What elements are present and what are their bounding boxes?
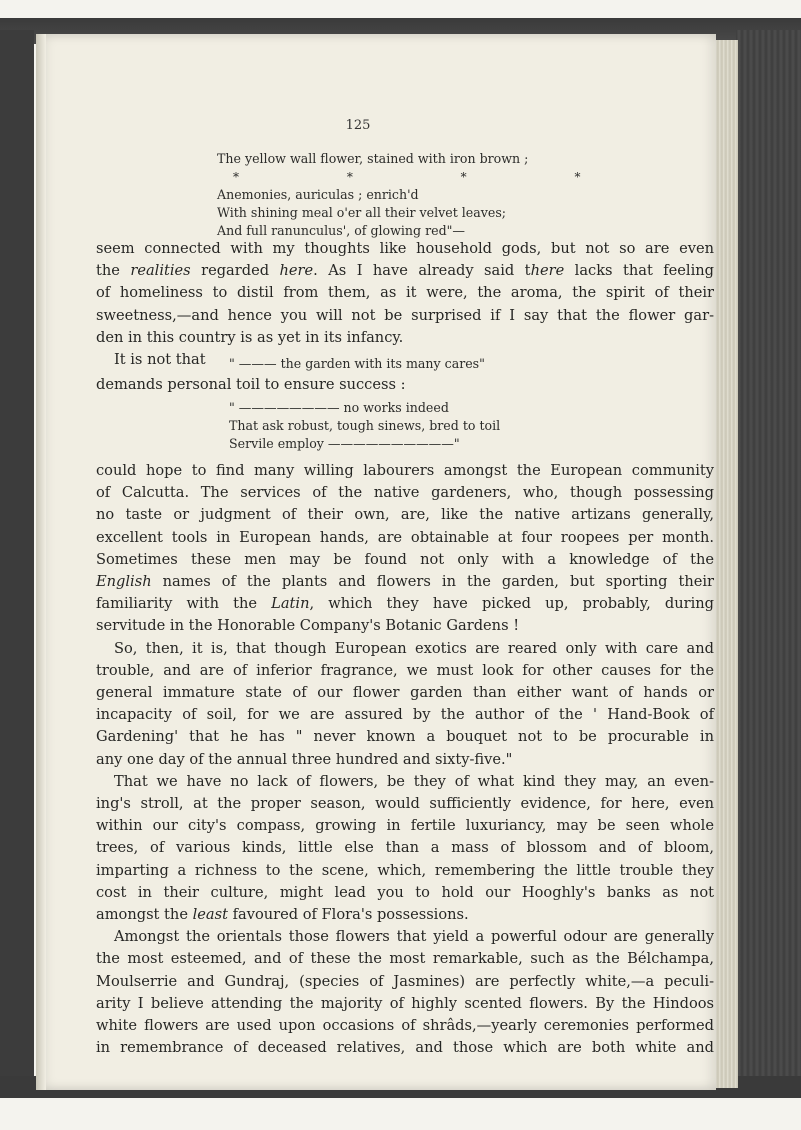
text-line: So, then, it is, that though European exotics are reared only with care and bbox=[114, 639, 714, 657]
quote-2 bbox=[229, 399, 500, 453]
text-line: of homeliness to distil from them, as it were, the aroma, the spirit of their bbox=[96, 284, 714, 302]
text-line: incapacity of soil, for we are assured by the author of the ' Hand-Book of bbox=[96, 706, 714, 724]
page-gutter bbox=[36, 34, 46, 1090]
quote-1: " ——— the garden with its many cares" bbox=[229, 356, 485, 371]
text-line: trouble, and are of inferior fragrance, we must look for other causes for the bbox=[96, 661, 714, 679]
page-number: 125 bbox=[345, 118, 371, 133]
text-line: general immature state of our flower garden than either want of hands or bbox=[96, 684, 714, 702]
text-line: the realities regarded here. As I have already said there lacks that feeling bbox=[96, 262, 714, 280]
text-line: Sometimes these men may be found not only with a knowledge of the bbox=[96, 550, 714, 568]
text-line: arity I believe attending the majority of highly scented flowers. By the Hindoos bbox=[96, 994, 714, 1012]
text-line: sweetness,—and hence you will not be surprised if I say that the flower gar- bbox=[96, 306, 714, 324]
text-line: trees, of various kinds, little else than a mass of blossom and of bloom, bbox=[96, 839, 714, 857]
text-line: any one day of the annual three hundred and sixty-five." bbox=[96, 750, 513, 768]
paragraph-1 bbox=[96, 238, 714, 371]
text-line: That we have no lack of flowers, be they of what kind they may, an even- bbox=[114, 772, 714, 790]
verse-line: Anemonies, auriculas ; enrich'd bbox=[217, 187, 419, 202]
verse-line: Servile employ ——————————" bbox=[229, 436, 460, 451]
verse-line: * * * * bbox=[233, 170, 633, 184]
text-line: It is not that bbox=[114, 351, 206, 369]
text-line: the most esteemed, and of these the most remarkable, such as the Bélchampa, bbox=[96, 950, 714, 968]
verse-block bbox=[217, 150, 632, 240]
text-line: familiarity with the Latin, which they have picked up, probably, during bbox=[96, 595, 714, 613]
text-line: of Calcutta. The services of the native gardeners, who, though possessing bbox=[96, 484, 714, 502]
text-line: English names of the plants and flowers in the garden, but sporting their bbox=[96, 573, 714, 591]
text-line: cost in their culture, might lead you to hold our Hooghly's banks as not bbox=[96, 883, 714, 901]
text-line: imparting a richness to the scene, which, remembering the little trouble they bbox=[96, 861, 714, 879]
book-cover-right bbox=[736, 30, 801, 1096]
verse-line: And full ranunculus', of glowing red"— bbox=[217, 223, 466, 238]
book-cover-left bbox=[0, 30, 34, 1096]
text-line: amongst the least favoured of Flora's possessions. bbox=[96, 906, 469, 924]
text-line: seem connected with my thoughts like household gods, but not so are even bbox=[96, 240, 714, 257]
text-line: Amongst the orientals those flowers that yield a powerful odour are generally bbox=[114, 928, 714, 946]
verse-line: With shining meal o'er all their velvet leaves; bbox=[217, 205, 507, 220]
verse-line: " ———————— no works indeed bbox=[229, 400, 449, 415]
text-line: excellent tools in European hands, are obtainable at four roopees per month. bbox=[96, 528, 714, 546]
text-line: within our city's compass, growing in fertile luxuriancy, may be seen whole bbox=[96, 817, 714, 835]
verse-line: That ask robust, tough sinews, bred to toil bbox=[229, 418, 501, 433]
text-line: in remembrance of deceased relatives, and those which are both white and bbox=[96, 1039, 714, 1057]
text-line: servitude in the Honorable Company's Botanic Gardens ! bbox=[96, 617, 520, 635]
text-line: Moulserrie and Gundraj, (species of Jasmines) are perfectly white,—a peculi- bbox=[96, 972, 714, 990]
verse-line: The yellow wall flower, stained with iron brown ; bbox=[217, 151, 529, 166]
text-line: den in this country is as yet in its infancy. bbox=[96, 328, 404, 346]
text-line: no taste or judgment of their own, are, like the native artizans generally, bbox=[96, 506, 714, 524]
text-line: demands personal toil to ensure success : bbox=[96, 376, 406, 393]
text-line: ing's stroll, at the proper season, would sufficiently evidence, for here, even bbox=[96, 795, 714, 813]
paragraph-3 bbox=[96, 460, 714, 1059]
paragraph-2 bbox=[96, 374, 714, 396]
text-line: Gardening' that he has " never known a bouquet not to be procurable in bbox=[96, 728, 714, 746]
text-line: white flowers are used upon occasions of shrâds,—yearly ceremonies performed bbox=[96, 1017, 714, 1035]
text-line: could hope to find many willing labourers amongst the European community bbox=[96, 462, 714, 479]
